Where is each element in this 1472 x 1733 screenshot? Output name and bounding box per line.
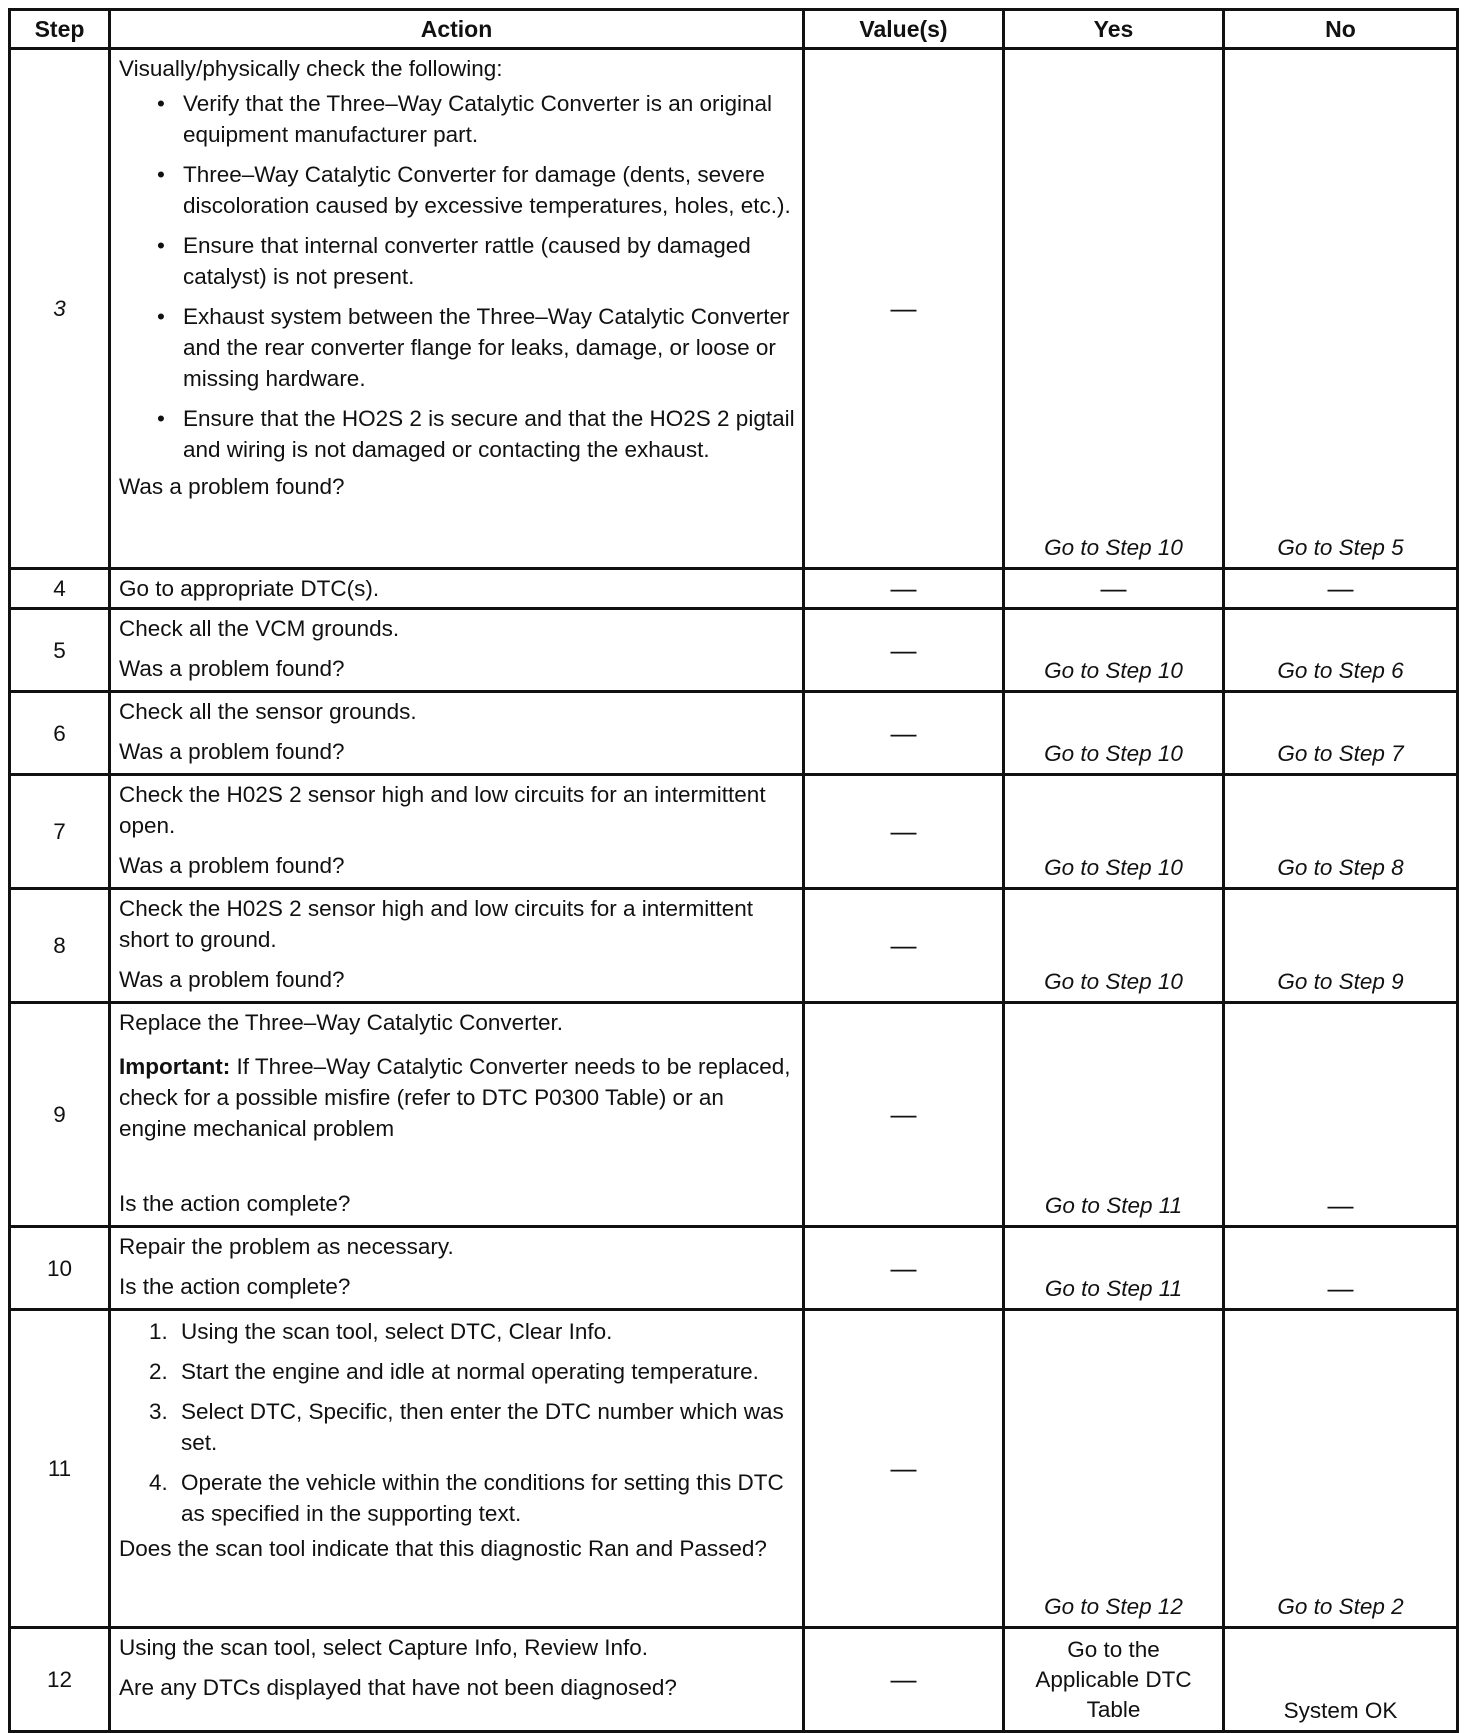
action-cell	[110, 889, 804, 1003]
action-text: Go to appropriate DTC(s).	[119, 576, 380, 601]
action-cell	[110, 49, 804, 569]
value-cell: —	[804, 1227, 1004, 1310]
yes-cell: —	[1004, 569, 1224, 609]
step-number: 11	[10, 1310, 110, 1628]
list-item: 4. Operate the vehicle within the conditions for setting this DTC as specified in the supporting text.	[149, 1470, 784, 1526]
diagnostic-table-page	[8, 8, 1456, 1733]
no-cell: —	[1224, 1227, 1458, 1310]
list-item: • Three–Way Catalytic Converter for damage (dents, severe discoloration caused by excessive temperatures, holes, etc.).	[157, 159, 796, 221]
step-number: 8	[10, 889, 110, 1003]
value-cell: —	[804, 889, 1004, 1003]
action-cell	[110, 692, 804, 775]
header-step: Step	[10, 10, 110, 49]
table-row-step-11	[10, 1310, 1458, 1628]
no-cell: Go to Step 7	[1224, 692, 1458, 775]
value-cell: —	[804, 49, 1004, 569]
action-text: Check the H02S 2 sensor high and low circuits for an intermittent open.	[119, 782, 766, 838]
action-text: Check all the sensor grounds.	[119, 699, 417, 724]
step-number: 7	[10, 775, 110, 889]
table-row-step-3	[10, 49, 1458, 569]
list-item: • Exhaust system between the Three–Way Catalytic Converter and the rear converter flange for leaks, damage, or loose or missing hardware.	[157, 301, 796, 394]
yes-cell: Go to Step 11	[1004, 1003, 1224, 1227]
step-number: 4	[10, 569, 110, 609]
list-item: 3. Select DTC, Specific, then enter the DTC number which was set.	[149, 1399, 784, 1455]
header-action: Action	[110, 10, 804, 49]
table-row-step-10	[10, 1227, 1458, 1310]
action-cell	[110, 1628, 804, 1732]
procedure-list	[119, 1316, 796, 1529]
no-cell: —	[1224, 569, 1458, 609]
step-number: 3	[10, 49, 110, 569]
important-note	[119, 1051, 796, 1144]
no-cell: System OK	[1224, 1628, 1458, 1732]
important-label: Important:	[119, 1054, 231, 1079]
yes-cell: Go to Step 11	[1004, 1227, 1224, 1310]
list-item: 2. Start the engine and idle at normal operating temperature.	[149, 1359, 759, 1384]
value-cell: —	[804, 775, 1004, 889]
check-list	[119, 88, 796, 465]
yes-cell: Go to Step 10	[1004, 49, 1224, 569]
value-cell: —	[804, 569, 1004, 609]
action-intro: Visually/physically check the following:	[119, 56, 503, 81]
yes-cell: Go to Step 10	[1004, 692, 1224, 775]
bullet-icon: •	[157, 406, 165, 431]
bullet-icon: •	[157, 162, 165, 187]
action-question: Was a problem found?	[119, 474, 345, 499]
table-row-step-4	[10, 569, 1458, 609]
action-question: Was a problem found?	[119, 967, 345, 992]
header-value: Value(s)	[804, 10, 1004, 49]
table-row-step-8	[10, 889, 1458, 1003]
no-cell: Go to Step 5	[1224, 49, 1458, 569]
action-question: Is the action complete?	[119, 1191, 351, 1216]
step-number: 9	[10, 1003, 110, 1227]
header-row	[10, 10, 1458, 49]
step-number: 12	[10, 1628, 110, 1732]
action-cell	[110, 1003, 804, 1227]
list-item: • Ensure that the HO2S 2 is secure and that the HO2S 2 pigtail and wiring is not damaged or contacting the exhaust.	[157, 403, 796, 465]
action-question: Are any DTCs displayed that have not been diagnosed?	[119, 1675, 677, 1700]
yes-cell: Go to Step 10	[1004, 609, 1224, 692]
action-text: Check all the VCM grounds.	[119, 616, 400, 641]
action-text: Check the H02S 2 sensor high and low circuits for a intermittent short to ground.	[119, 896, 754, 952]
diagnostic-table	[8, 8, 1459, 1733]
action-cell	[110, 569, 804, 609]
action-question: Is the action complete?	[119, 1274, 351, 1299]
bullet-icon: •	[157, 304, 165, 329]
list-item: • Verify that the Three–Way Catalytic Converter is an original equipment manufacturer part.	[157, 88, 796, 150]
no-cell: Go to Step 9	[1224, 889, 1458, 1003]
table-row-step-7	[10, 775, 1458, 889]
action-question: Was a problem found?	[119, 739, 345, 764]
value-cell: —	[804, 609, 1004, 692]
list-item: 1. Using the scan tool, select DTC, Clear Info.	[149, 1319, 613, 1344]
table-row-step-12	[10, 1628, 1458, 1732]
step-number: 5	[10, 609, 110, 692]
no-cell: Go to Step 8	[1224, 775, 1458, 889]
action-cell	[110, 775, 804, 889]
table-row-step-6	[10, 692, 1458, 775]
no-cell: Go to Step 2	[1224, 1310, 1458, 1628]
action-question: Does the scan tool indicate that this diagnostic Ran and Passed?	[119, 1536, 767, 1561]
header-no: No	[1224, 10, 1458, 49]
header-yes: Yes	[1004, 10, 1224, 49]
value-cell: —	[804, 1628, 1004, 1732]
step-number: 10	[10, 1227, 110, 1310]
bullet-icon: •	[157, 91, 165, 116]
action-cell	[110, 609, 804, 692]
action-question: Was a problem found?	[119, 656, 345, 681]
step-number: 6	[10, 692, 110, 775]
action-question: Was a problem found?	[119, 853, 345, 878]
list-item: • Ensure that internal converter rattle (caused by damaged catalyst) is not present.	[157, 230, 796, 292]
yes-cell: Go to Step 10	[1004, 775, 1224, 889]
yes-cell: Go to the Applicable DTC Table	[1004, 1628, 1224, 1732]
table-row-step-9	[10, 1003, 1458, 1227]
action-cell	[110, 1227, 804, 1310]
important-text: If Three–Way Catalytic Converter needs to be replaced, check for a possible misfire (refer to DTC P0300 Table) or an engine mechanical problem	[119, 1054, 791, 1141]
bullet-icon: •	[157, 233, 165, 258]
value-cell: —	[804, 1003, 1004, 1227]
action-text: Using the scan tool, select Capture Info, Review Info.	[119, 1635, 649, 1660]
value-cell: —	[804, 1310, 1004, 1628]
value-cell: —	[804, 692, 1004, 775]
yes-cell: Go to Step 12	[1004, 1310, 1224, 1628]
table-row-step-5	[10, 609, 1458, 692]
no-cell: —	[1224, 1003, 1458, 1227]
yes-cell: Go to Step 10	[1004, 889, 1224, 1003]
action-text: Replace the Three–Way Catalytic Converter.	[119, 1010, 563, 1035]
action-cell	[110, 1310, 804, 1628]
action-text: Repair the problem as necessary.	[119, 1234, 454, 1259]
no-cell: Go to Step 6	[1224, 609, 1458, 692]
